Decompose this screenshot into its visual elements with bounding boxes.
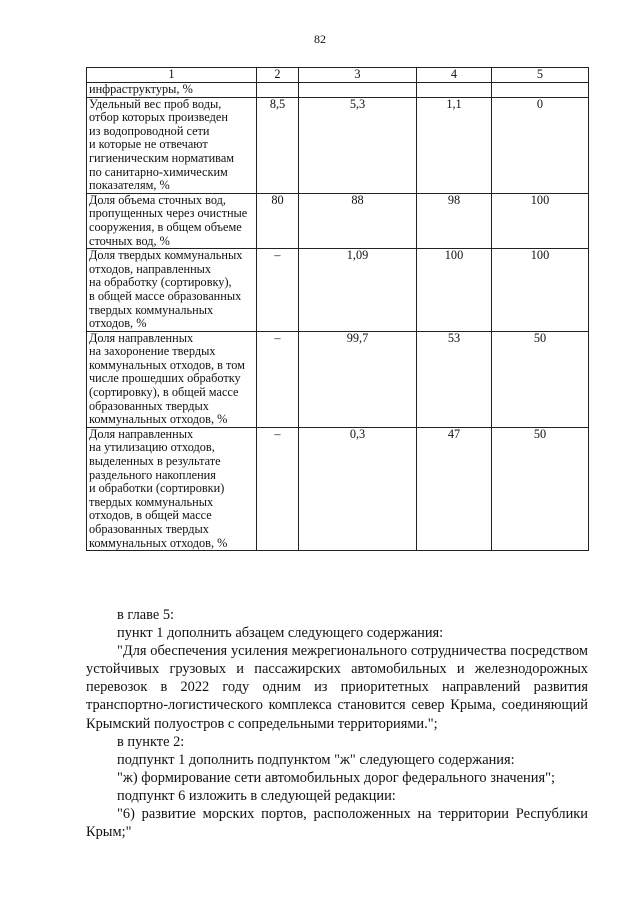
paragraph-quote-ports: "6) развитие морских портов, расположенных на территории Республики Крым;" <box>86 806 588 841</box>
row-value-col-2: 80 <box>257 193 299 248</box>
row-value-col-2 <box>257 83 299 98</box>
paragraph-subpoint-6: подпункт 6 изложить в следующей редакции: <box>117 787 396 804</box>
paragraph-point-1: пункт 1 дополнить абзацем следующего содержания: <box>117 625 444 642</box>
row-value-col-4: 1,1 <box>417 97 492 193</box>
row-value-col-4: 53 <box>417 331 492 427</box>
row-value-col-4 <box>417 83 492 98</box>
row-value-col-5: 100 <box>492 249 589 332</box>
row-value-col-5: 0 <box>492 97 589 193</box>
header-col-1: 1 <box>87 68 257 83</box>
row-value-col-5: 50 <box>492 331 589 427</box>
table-row <box>87 249 589 332</box>
header-col-4: 4 <box>417 68 492 83</box>
row-value-col-4: 100 <box>417 249 492 332</box>
row-value-col-4: 47 <box>417 427 492 550</box>
row-value-col-2: – <box>257 427 299 550</box>
row-value-col-2: 8,5 <box>257 97 299 193</box>
row-value-col-3: 0,3 <box>299 427 417 550</box>
paragraph-point-2: в пункте 2: <box>117 733 185 750</box>
paragraph-quote-roads: "ж) формирование сети автомобильных дорог федерального значения"; <box>117 769 555 786</box>
row-label: Доля твердых коммунальных отходов, направленных на обработку (сортировку), в общей массе образованных твердых коммунальных отходов, % <box>87 249 257 332</box>
paragraph-chapter-5: в главе 5: <box>117 607 175 623</box>
row-value-col-3 <box>299 83 417 98</box>
table-row <box>87 193 589 248</box>
table-row <box>87 427 589 550</box>
table-header-row <box>87 68 589 83</box>
row-value-col-5: 50 <box>492 427 589 550</box>
amendment-text <box>86 606 588 841</box>
row-value-col-4: 98 <box>417 193 492 248</box>
paragraph-subpoint-1: подпункт 1 дополнить подпунктом "ж" следующего содержания: <box>117 751 515 768</box>
row-value-col-3: 88 <box>299 193 417 248</box>
row-value-col-5 <box>492 83 589 98</box>
row-value-col-3: 99,7 <box>299 331 417 427</box>
table-row <box>87 331 589 427</box>
row-label: Удельный вес проб воды, отбор которых произведен из водопроводной сети и которые не отвечают гигиеническим нормативам по санитарно-химическим показателям, % <box>87 97 257 193</box>
table-row <box>87 83 589 98</box>
row-value-col-3: 5,3 <box>299 97 417 193</box>
header-col-3: 3 <box>299 68 417 83</box>
row-value-col-3: 1,09 <box>299 249 417 332</box>
row-label: Доля направленных на утилизацию отходов, выделенных в результате раздельного накопления и обработки (сортировки) твердых коммунальных отходов, в общей массе образованных твердых коммунальных отходов, % <box>87 427 257 550</box>
row-value-col-2: – <box>257 331 299 427</box>
row-value-col-5: 100 <box>492 193 589 248</box>
header-col-5: 5 <box>492 68 589 83</box>
row-label: Доля направленных на захоронение твердых коммунальных отходов, в том числе прошедших обработку (сортировку), в общей массе образованных твердых коммунальных отходов, % <box>87 331 257 427</box>
header-col-2: 2 <box>257 68 299 83</box>
indicators-table <box>86 67 589 551</box>
row-label: инфраструктуры, % <box>87 83 257 98</box>
row-value-col-2: – <box>257 249 299 332</box>
paragraph-quote-north-crimea: "Для обеспечения усиления межрегионального сотрудничества посредством устойчивых грузовых и пассажирских автомобильных и железнодорожных перевозок в 2022 году одним из приоритетных направлений развития транспортно-логистического комплекса становится север Крыма, соединяющий Крымский полуостров с сопредельными территориями."; <box>86 643 588 732</box>
page-number: 82 <box>314 32 326 46</box>
row-label: Доля объема сточных вод, пропущенных через очистные сооружения, в общем объеме сточных вод, % <box>87 193 257 248</box>
table-row <box>87 97 589 193</box>
